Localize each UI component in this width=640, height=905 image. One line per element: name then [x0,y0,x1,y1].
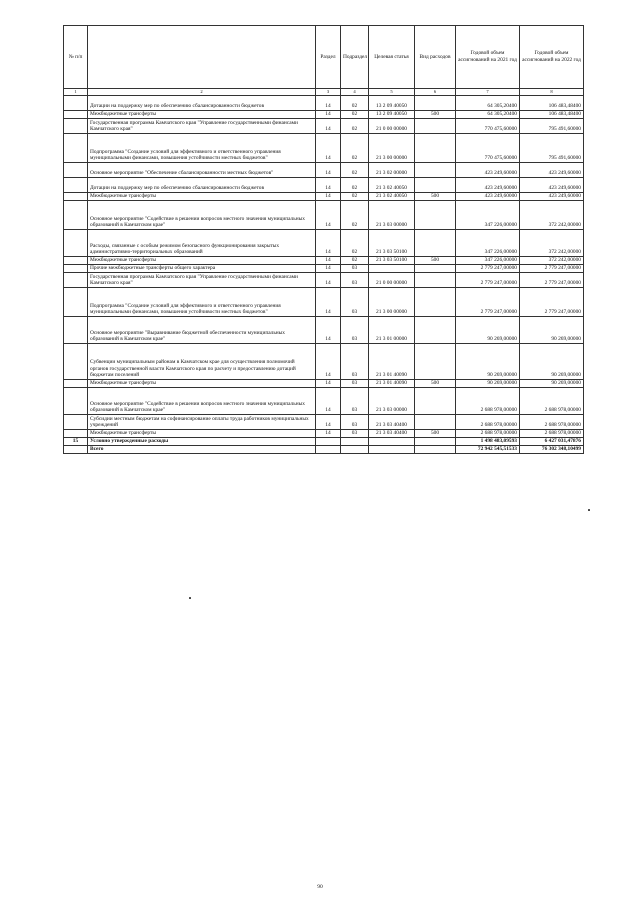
table-row [64,388,584,415]
scan-speck [189,597,191,599]
column-number: 8 [520,89,584,96]
header-vid: Вид расходов [415,26,456,89]
table-row [64,380,584,388]
row-amount-2022: 423 249,60000 [520,178,584,193]
row-podrazdel: 03 [341,265,369,273]
row-razdel: 14 [316,111,341,119]
row-vid: 500 [415,380,456,388]
row-razdel: 14 [316,163,341,178]
row-number [64,96,88,111]
row-vid [415,96,456,111]
row-number [64,344,88,380]
row-vid [415,265,456,273]
row-name: Прочие межбюджетные трансферты общего характера [88,265,316,273]
row-number [64,273,88,288]
row-amount-2022: 795 491,60000 [520,119,584,134]
row-statya [369,265,415,273]
row-amount-2021: 1 498 483,09593 [456,438,520,446]
row-name: Всего [88,446,316,454]
row-name: Межбюджетные трансферты [88,380,316,388]
row-vid [415,119,456,134]
row-razdel [316,446,341,454]
row-name: Межбюджетные трансферты [88,111,316,119]
row-vid: 500 [415,430,456,438]
row-podrazdel: 02 [341,257,369,265]
row-razdel: 14 [316,230,341,257]
row-amount-2022: 90 269,00000 [520,317,584,344]
row-razdel: 14 [316,119,341,134]
row-podrazdel: 02 [341,193,369,201]
row-number [64,111,88,119]
table-row [64,273,584,288]
table-row [64,415,584,430]
row-amount-2021: 347 226,00000 [456,230,520,257]
row-statya: 21 3 02 40050 [369,193,415,201]
column-number: 4 [341,89,369,96]
table-row [64,201,584,230]
table-row [64,317,584,344]
table-row [64,265,584,273]
row-vid [415,230,456,257]
row-razdel: 14 [316,265,341,273]
table-row [64,446,584,454]
row-razdel: 14 [316,193,341,201]
row-name: Межбюджетные трансферты [88,193,316,201]
table-row [64,193,584,201]
row-name: Основное мероприятие "Содействие в решении вопросов местного значения муниципальных образований в Камчатском крае" [88,201,316,230]
row-statya: 21 3 03 50100 [369,257,415,265]
row-amount-2022: 795 491,60000 [520,134,584,163]
row-podrazdel: 03 [341,273,369,288]
column-number: 7 [456,89,520,96]
row-statya: 21 3 01 40090 [369,344,415,380]
row-statya: 13 2 09 40050 [369,111,415,119]
row-podrazdel: 03 [341,388,369,415]
row-amount-2022: 372 242,00000 [520,257,584,265]
row-podrazdel: 02 [341,111,369,119]
row-statya: 21 3 03 40400 [369,415,415,430]
row-amount-2022: 372 242,00000 [520,201,584,230]
row-vid: 500 [415,111,456,119]
row-statya: 21 0 00 00000 [369,119,415,134]
row-amount-2022: 2 688 978,00000 [520,415,584,430]
row-podrazdel: 02 [341,163,369,178]
row-razdel: 14 [316,288,341,317]
row-name: Субвенции муниципальным районам в Камчатском крае для осуществления полномочий органов государственной власти Камчатского края по расчету и предоставлению дотаций бюджетам поселений [88,344,316,380]
row-amount-2022: 2 688 978,00000 [520,388,584,415]
row-number [64,257,88,265]
row-statya [369,438,415,446]
row-podrazdel: 02 [341,201,369,230]
header-num: № п/п [64,26,88,89]
row-amount-2022: 90 269,00000 [520,344,584,380]
row-amount-2021: 347 226,00000 [456,201,520,230]
header-razdel: Раздел [316,26,341,89]
row-amount-2021: 347 226,00000 [456,257,520,265]
row-amount-2022: 2 779 247,00000 [520,273,584,288]
row-statya: 21 3 01 00000 [369,317,415,344]
row-number [64,230,88,257]
header-statya: Целевая статья [369,26,415,89]
row-razdel: 14 [316,317,341,344]
row-podrazdel: 02 [341,119,369,134]
row-name: Государственная программа Камчатского края "Управление государственными финансами Камчатского края" [88,273,316,288]
row-amount-2021: 2 688 978,00000 [456,415,520,430]
row-vid [415,288,456,317]
table-row [64,163,584,178]
row-statya: 21 3 01 40090 [369,380,415,388]
row-vid [415,317,456,344]
row-name: Условно утвержденные расходы [88,438,316,446]
row-number: 15 [64,438,88,446]
row-podrazdel: 03 [341,344,369,380]
row-statya: 21 3 03 00000 [369,388,415,415]
row-amount-2022: 2 688 978,00000 [520,430,584,438]
row-vid [415,344,456,380]
row-number [64,265,88,273]
table-row [64,96,584,111]
row-podrazdel: 02 [341,178,369,193]
row-vid [415,446,456,454]
row-podrazdel: 03 [341,317,369,344]
row-amount-2021: 770 475,60000 [456,119,520,134]
row-amount-2021: 2 779 247,00000 [456,273,520,288]
row-statya: 21 3 00 00000 [369,134,415,163]
row-name: Дотации на поддержку мер по обеспечению сбалансированности бюджетов [88,178,316,193]
row-name: Подпрограмма "Создание условий для эффективного и ответственного управления муниципальными финансами, повышения устойчивости местных бюджетов" [88,134,316,163]
row-razdel: 14 [316,388,341,415]
header-podrazdel: Подраздел [341,26,369,89]
row-amount-2022: 2 779 247,00000 [520,265,584,273]
row-number [64,193,88,201]
row-number [64,446,88,454]
row-number [64,388,88,415]
row-razdel: 14 [316,96,341,111]
row-razdel: 14 [316,273,341,288]
table-row [64,344,584,380]
row-vid [415,201,456,230]
row-amount-2022: 76 302 348,10499 [520,446,584,454]
row-amount-2021: 72 942 545,51533 [456,446,520,454]
row-name: Дотации на поддержку мер по обеспечению сбалансированности бюджетов [88,96,316,111]
row-vid: 500 [415,193,456,201]
row-amount-2021: 90 269,00000 [456,380,520,388]
row-vid [415,178,456,193]
header-row [64,26,584,89]
page-number: 90 [317,884,323,890]
column-number: 2 [88,89,316,96]
row-name: Расходы, связанные с особым режимом безопасного функционирования закрытых административно-территориальных образований [88,230,316,257]
table-row [64,230,584,257]
row-number [64,380,88,388]
row-number [64,288,88,317]
row-amount-2021: 64 305,20400 [456,96,520,111]
row-amount-2022: 423 249,60000 [520,163,584,178]
row-name: Основное мероприятие "Содействие в решении вопросов местного значения муниципальных образований в Камчатском крае" [88,388,316,415]
row-vid: 500 [415,257,456,265]
row-name: Основное мероприятие "Обеспечение сбалансированности местных бюджетов" [88,163,316,178]
column-number: 3 [316,89,341,96]
row-number [64,317,88,344]
header-2021: Годовой объем ассигнований на 2021 год [456,26,520,89]
row-vid [415,273,456,288]
row-amount-2021: 423 249,60000 [456,178,520,193]
row-amount-2021: 2 779 247,00000 [456,288,520,317]
row-amount-2021: 423 249,60000 [456,193,520,201]
row-name: Государственная программа Камчатского края "Управление государственными финансами Камчатского края" [88,119,316,134]
row-number [64,119,88,134]
row-razdel: 14 [316,257,341,265]
row-number [64,134,88,163]
row-statya: 21 3 00 00000 [369,288,415,317]
table-row [64,257,584,265]
row-podrazdel [341,438,369,446]
header-2022: Годовой объем ассигнований на 2022 год [520,26,584,89]
row-number [64,163,88,178]
row-vid [415,134,456,163]
row-number [64,415,88,430]
row-vid [415,388,456,415]
row-name: Подпрограмма "Создание условий для эффективного и ответственного управления муниципальными финансами, повышения устойчивости местных бюджетов" [88,288,316,317]
row-razdel: 14 [316,134,341,163]
row-amount-2021: 90 269,00000 [456,317,520,344]
row-amount-2022: 372 242,00000 [520,230,584,257]
row-podrazdel: 03 [341,380,369,388]
row-podrazdel: 02 [341,96,369,111]
row-name: Межбюджетные трансферты [88,257,316,265]
row-amount-2021: 423 249,60000 [456,163,520,178]
row-amount-2021: 90 269,00000 [456,344,520,380]
table-row [64,438,584,446]
row-amount-2021: 2 688 978,00000 [456,430,520,438]
column-number: 5 [369,89,415,96]
row-podrazdel: 03 [341,415,369,430]
row-amount-2021: 64 305,20400 [456,111,520,119]
row-podrazdel: 03 [341,288,369,317]
row-vid [415,438,456,446]
row-podrazdel [341,446,369,454]
row-razdel: 14 [316,430,341,438]
table-row [64,111,584,119]
row-statya: 13 2 09 40050 [369,96,415,111]
row-name: Межбюджетные трансферты [88,430,316,438]
table-row [64,288,584,317]
table-row [64,178,584,193]
column-number: 1 [64,89,88,96]
row-name: Субсидии местным бюджетам на софинансирование оплаты труда работников муниципальных учреждений [88,415,316,430]
row-statya: 21 0 00 00000 [369,273,415,288]
row-statya: 21 3 02 00000 [369,163,415,178]
column-number-row [64,89,584,96]
row-statya: 21 3 03 00000 [369,201,415,230]
row-statya: 21 3 03 50100 [369,230,415,257]
table-row [64,430,584,438]
row-number [64,430,88,438]
table-row [64,134,584,163]
table-row [64,119,584,134]
row-vid [415,163,456,178]
row-statya: 21 3 02 40050 [369,178,415,193]
row-amount-2021: 770 475,60000 [456,134,520,163]
row-vid [415,415,456,430]
row-razdel: 14 [316,201,341,230]
row-number [64,201,88,230]
row-number [64,178,88,193]
row-amount-2021: 2 779 247,00000 [456,265,520,273]
row-amount-2022: 2 779 247,00000 [520,288,584,317]
row-razdel: 14 [316,380,341,388]
row-amount-2022: 90 269,00000 [520,380,584,388]
row-statya: 21 3 03 40400 [369,430,415,438]
row-amount-2021: 2 688 978,00000 [456,388,520,415]
budget-table [63,25,584,454]
row-statya [369,446,415,454]
header-name [88,26,316,89]
row-amount-2022: 423 249,60000 [520,193,584,201]
scan-speck [588,509,590,511]
row-amount-2022: 6 427 031,47876 [520,438,584,446]
row-name: Основное мероприятие "Выравнивание бюджетной обеспеченности муниципальных образований в Камчатском крае" [88,317,316,344]
row-razdel: 14 [316,415,341,430]
row-amount-2022: 106 483,48400 [520,96,584,111]
row-podrazdel: 02 [341,230,369,257]
row-amount-2022: 106 483,48400 [520,111,584,119]
row-podrazdel: 02 [341,134,369,163]
row-razdel: 14 [316,178,341,193]
row-razdel: 14 [316,344,341,380]
column-number: 6 [415,89,456,96]
row-razdel [316,438,341,446]
row-podrazdel: 03 [341,430,369,438]
